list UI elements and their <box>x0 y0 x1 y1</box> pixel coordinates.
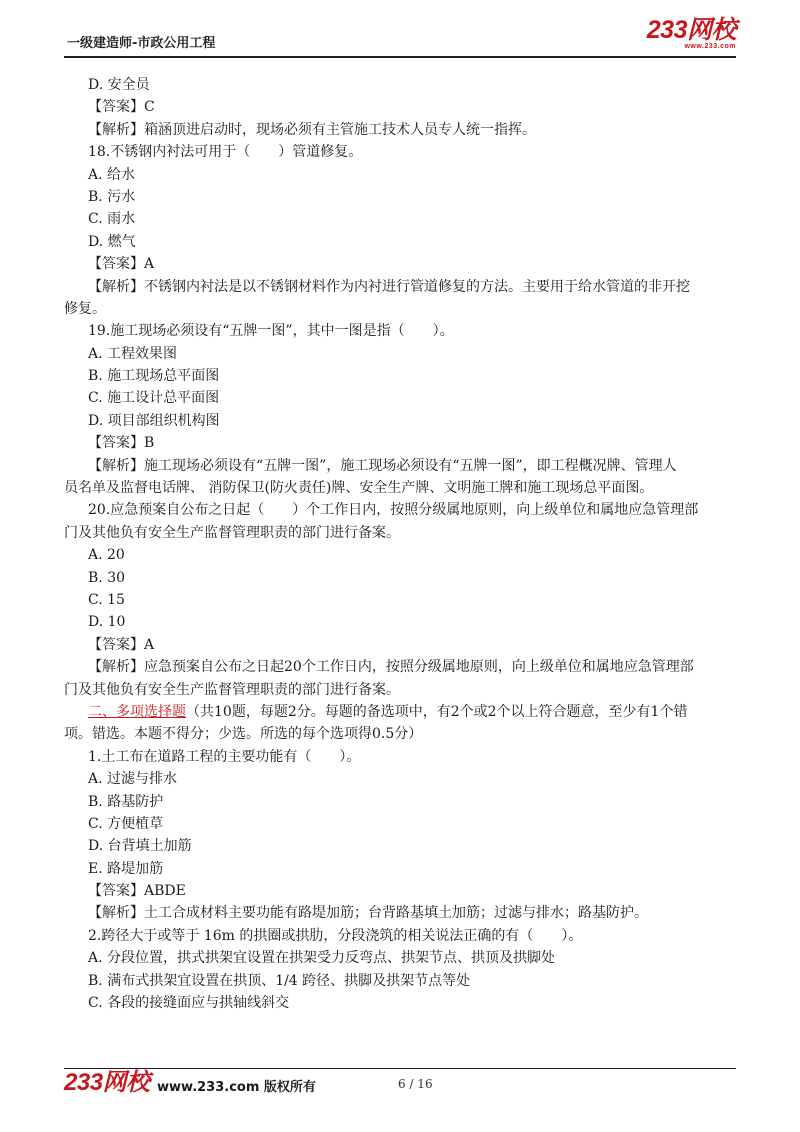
section-heading[interactable]: 二、多项选择题 <box>88 703 186 720</box>
option-line: D. 项目部组织机构图 <box>88 412 220 429</box>
question-line: 门及其他负有安全生产监督管理职责的部门进行备案。 <box>64 524 400 541</box>
footer-logo-wordmark: 233网校 <box>64 1069 150 1096</box>
option-line: C. 雨水 <box>88 211 136 228</box>
option-line: B. 污水 <box>88 188 136 205</box>
document-body <box>64 74 736 1014</box>
question-line: 1.土工布在道路工程的主要功能有（ ）。 <box>88 748 361 765</box>
option-line: A. 给水 <box>88 166 136 183</box>
explanation-line: 员名单及监督电话牌、 消防保卫(防火责任)牌、安全生产牌、文明施工牌和施工现场总平面图。 <box>64 480 654 497</box>
option-line: B. 路基防护 <box>88 793 164 810</box>
explanation-line: 【解析】土工合成材料主要功能有路堤加筋；台背路基填土加筋；过滤与排水；路基防护。 <box>88 905 648 922</box>
page-number: 6 / 16 <box>398 1077 433 1091</box>
explanation-line: 门及其他负有安全生产监督管理职责的部门进行备案。 <box>64 681 400 698</box>
explanation-line: 修复。 <box>64 300 106 317</box>
header-title: 一级建造师-市政公用工程 <box>67 36 216 51</box>
question-line: 18.不锈钢内衬法可用于（ ）管道修复。 <box>88 144 363 161</box>
explanation-line: 【解析】施工现场必须设有“五牌一图”，施工现场必须设有“五牌一图”，即工程概况牌、管理人 <box>88 457 677 474</box>
answer-line: 【答案】B <box>88 435 155 452</box>
option-line: E. 路堤加筋 <box>88 860 164 877</box>
logo-url: www.233.com <box>684 43 736 50</box>
option-line: B. 施工现场总平面图 <box>88 368 220 385</box>
answer-line: 【答案】A <box>88 636 155 653</box>
section-heading-line <box>64 701 736 723</box>
explanation-line: 【解析】应急预案自公布之日起20个工作日内，按照分级属地原则，向上级单位和属地应急管理部 <box>88 659 694 676</box>
logo-wordmark: 233网校 <box>646 16 736 44</box>
option-line: A. 分段位置，拱式拱架宜设置在拱架受力反弯点、拱架节点、拱顶及拱脚处 <box>88 950 556 967</box>
option-line: D. 10 <box>88 614 126 631</box>
explanation-line: 【解析】不锈钢内衬法是以不锈钢材料作为内衬进行管道修复的方法。主要用于给水管道的非开挖 <box>88 278 690 295</box>
footer-logo[interactable] <box>64 1070 150 1095</box>
option-line: C. 方便植草 <box>88 815 164 832</box>
question-line: 2.跨径大于或等于 16m 的拱圈或拱肋，分段浇筑的相关说法正确的有（ ）。 <box>88 927 583 944</box>
answer-line: 【答案】A <box>88 256 155 273</box>
explanation-line: 【解析】箱涵顶进启动时，现场必须有主管施工技术人员专人统一指挥。 <box>88 121 536 138</box>
option-line: D. 燃气 <box>88 233 136 250</box>
footer-copyright: www.233.com 版权所有 <box>157 1080 316 1095</box>
option-line: A. 20 <box>88 547 125 564</box>
option-line: C. 施工设计总平面图 <box>88 390 220 407</box>
option-line: A. 工程效果图 <box>88 345 178 362</box>
footer-divider <box>64 1068 736 1069</box>
option-line: D. 安全员 <box>88 77 150 93</box>
answer-line: 【答案】ABDE <box>88 883 186 900</box>
option-line: B. 满布式拱架宜设置在拱顶、1/4 跨径、拱脚及拱架节点等处 <box>88 972 471 989</box>
question-line: 19.施工现场必须设有“五牌一图”，其中一图是指（ ）。 <box>88 323 454 340</box>
header-divider <box>64 56 736 58</box>
section-instructions-line: 项。错选。本题不得分；少选。所选的每个选项得0.5分） <box>64 726 423 743</box>
option-line: A. 过滤与排水 <box>88 771 178 788</box>
answer-line: 【答案】C <box>88 99 155 116</box>
question-line: 20.应急预案自公布之日起（ ）个工作日内，按照分级属地原则，向上级单位和属地应急管理部 <box>88 502 699 519</box>
option-line: B. 30 <box>88 569 126 586</box>
option-line: C. 15 <box>88 591 125 608</box>
option-line: D. 台背填土加筋 <box>88 838 192 855</box>
section-instructions: （共10题，每题2分。每题的备选项中，有2个或2个以上符合题意，至少有1个错 <box>186 703 688 720</box>
site-logo[interactable] <box>647 18 736 50</box>
option-line: C. 各段的接缝面应与拱轴线斜交 <box>88 995 290 1012</box>
